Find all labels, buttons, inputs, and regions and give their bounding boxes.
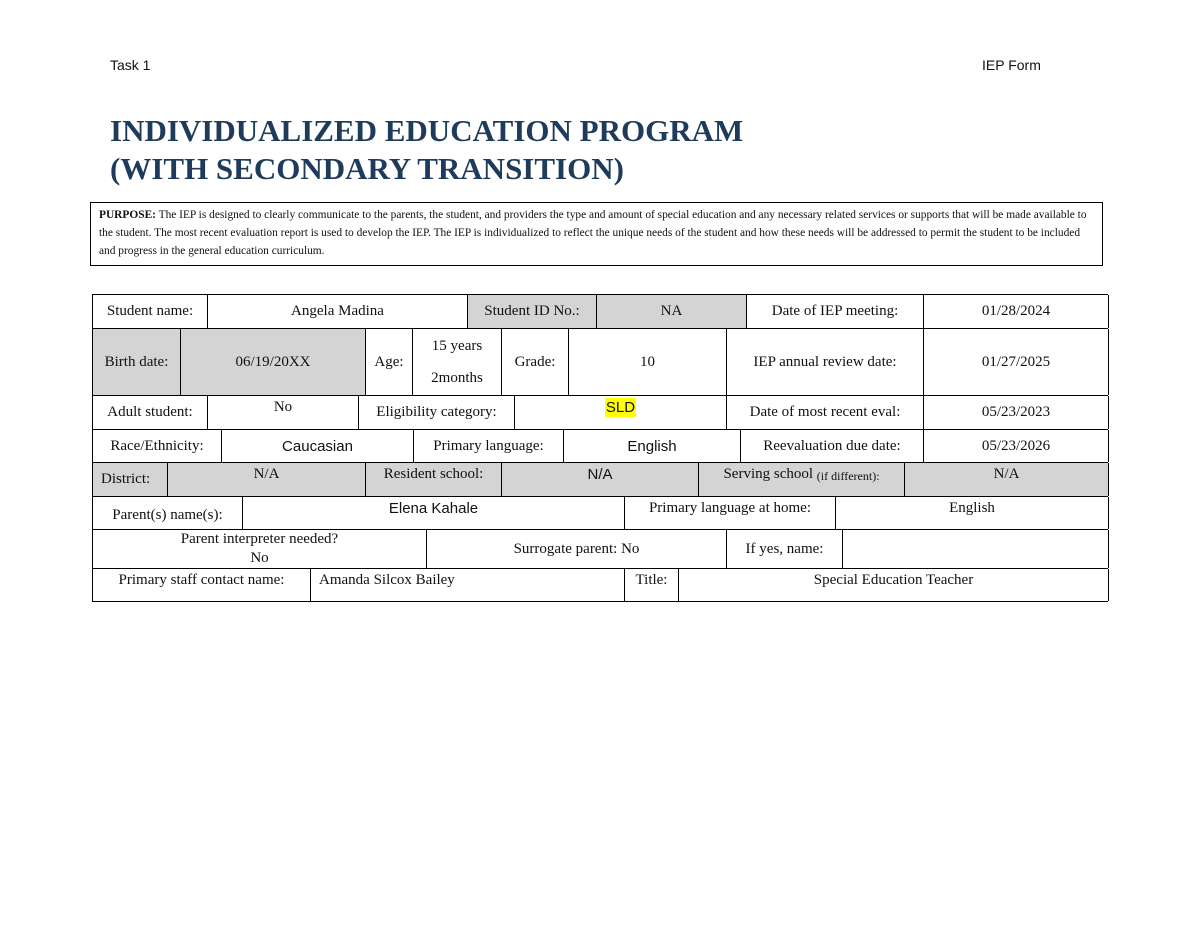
serving-school-label-text: Serving school [723,466,814,482]
iep-meeting-label: Date of IEP meeting: [747,295,924,328]
parent-name-value[interactable]: Elena Kahale [243,497,625,529]
eligibility-value[interactable] [515,396,727,429]
staff-contact-label: Primary staff contact name: [93,569,311,601]
title-label: Title: [625,569,679,601]
home-language-value[interactable]: English [836,497,1109,529]
age-label: Age: [366,329,413,395]
page-header-right: IEP Form [982,57,1041,73]
iep-meeting-value[interactable]: 01/28/2024 [924,295,1109,328]
if-yes-label: If yes, name: [727,530,843,568]
district-value[interactable]: N/A [168,463,366,496]
surrogate-value: No [621,540,640,557]
if-yes-value[interactable] [843,530,1109,568]
recent-eval-label: Date of most recent eval: [727,396,924,429]
purpose-box [90,202,1103,266]
title-line-1: INDIVIDUALIZED EDUCATION PROGRAM [110,113,744,148]
purpose-label: PURPOSE: [99,209,156,221]
interpreter-value: No [250,550,269,566]
student-id-label: Student ID No.: [468,295,597,328]
student-name-label: Student name: [93,295,208,328]
purpose-text: The IEP is designed to clearly communicate to the parents, the student, and providers the type and amount of special education and any necessary related services or supports that will be made available to the student. The most recent evaluation report is used to develop the IEP. The IEP is individualized to reflect the unique needs of the student and how these needs will be addressed to permit the student to be included and progress in the general education curriculum. [99,209,1087,257]
annual-review-label: IEP annual review date: [727,329,924,395]
interpreter-label: Parent interpreter needed? [180,531,339,547]
home-language-label: Primary language at home: [625,497,836,529]
surrogate-cell[interactable] [427,530,727,568]
title-line-2: (WITH SECONDARY TRANSITION) [110,151,624,186]
serving-school-label [699,463,905,496]
eligibility-highlight: SLD [605,399,636,416]
surrogate-label: Surrogate parent: [513,540,618,557]
interpreter-stack [181,530,338,568]
adult-student-value[interactable]: No [208,396,359,429]
race-value[interactable]: Caucasian [222,430,414,462]
row-staff [92,568,1108,602]
grade-value[interactable]: 10 [569,329,727,395]
age-years: 15 years [431,338,483,354]
row-student [92,294,1108,328]
serving-school-note: (if different): [816,469,880,483]
age-stack [431,330,483,394]
student-id-value[interactable]: NA [597,295,747,328]
birth-date-label: Birth date: [93,329,181,395]
district-label: District: [93,463,168,496]
row-parent [92,496,1108,529]
age-value[interactable] [413,329,502,395]
primary-language-label: Primary language: [414,430,564,462]
reeval-label: Reevaluation due date: [741,430,924,462]
row-adult [92,395,1108,429]
resident-school-value[interactable]: N/A [502,463,699,496]
row-district [92,462,1108,496]
eligibility-label: Eligibility category: [359,396,515,429]
adult-student-label: Adult student: [93,396,208,429]
primary-language-value[interactable]: English [564,430,741,462]
resident-school-label: Resident school: [366,463,502,496]
parent-name-label: Parent(s) name(s): [93,497,243,529]
grade-label: Grade: [502,329,569,395]
recent-eval-value[interactable]: 05/23/2023 [924,396,1109,429]
page-header-left: Task 1 [110,57,151,73]
birth-date-value[interactable]: 06/19/20XX [181,329,366,395]
staff-contact-value[interactable]: Amanda Silcox Bailey [311,569,625,601]
staff-title-value[interactable]: Special Education Teacher [679,569,1109,601]
reeval-value[interactable]: 05/23/2026 [924,430,1109,462]
row-interpreter [92,529,1108,568]
interpreter-cell[interactable] [93,530,427,568]
annual-review-value[interactable]: 01/27/2025 [924,329,1109,395]
serving-school-value[interactable]: N/A [905,463,1109,496]
age-months: 2months [431,370,483,386]
row-race [92,429,1108,462]
document-title [110,112,743,188]
student-name-value[interactable]: Angela Madina [208,295,468,328]
race-label: Race/Ethnicity: [93,430,222,462]
row-birth [92,328,1108,395]
